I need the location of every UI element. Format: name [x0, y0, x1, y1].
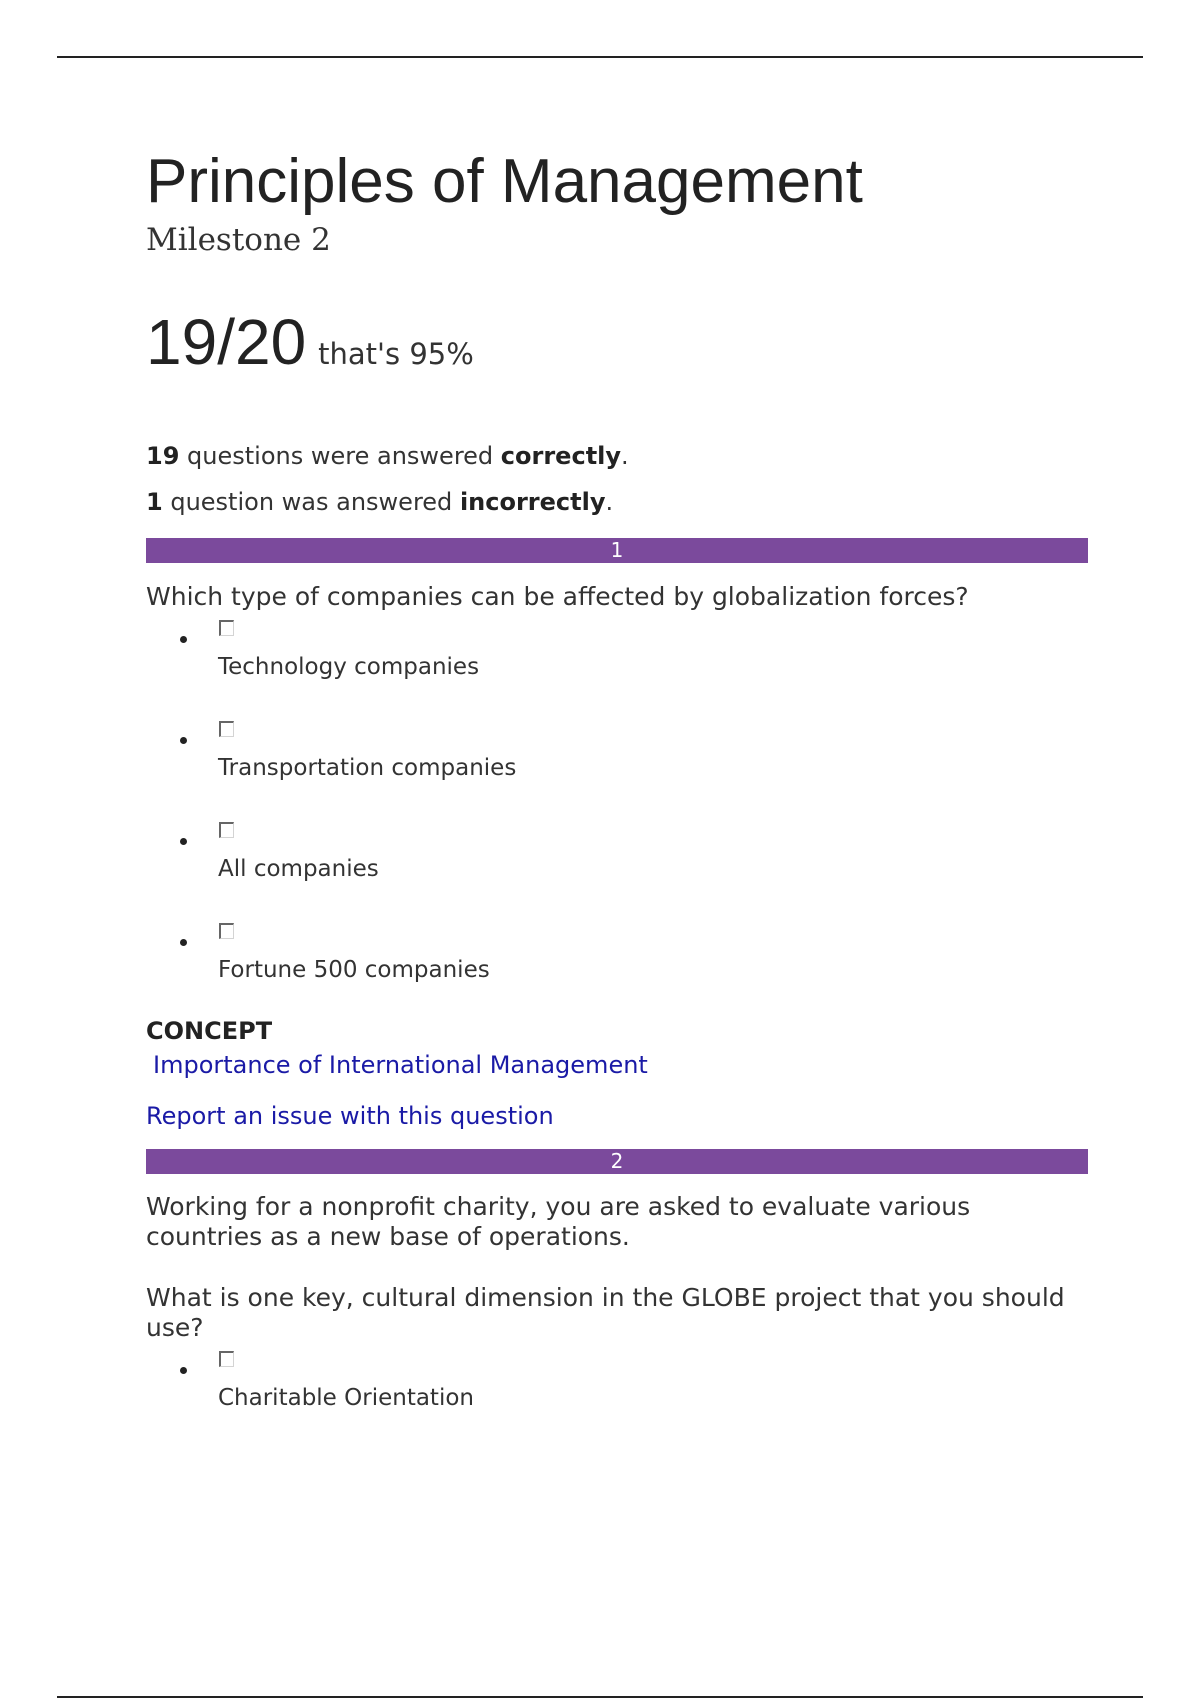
- concept-heading: CONCEPT: [146, 1017, 273, 1045]
- answer-option: [146, 822, 1046, 902]
- checkbox[interactable]: [219, 620, 234, 636]
- checkbox[interactable]: [219, 721, 234, 737]
- option-label: All companies: [218, 856, 379, 882]
- correct-count: 19: [146, 442, 180, 470]
- score-value: 19/20: [146, 306, 307, 378]
- incorrect-word: incorrectly: [459, 488, 606, 516]
- bullet-icon: [180, 939, 187, 946]
- concept-link[interactable]: Importance of International Management: [153, 1051, 648, 1079]
- option-label: Charitable Orientation: [218, 1385, 474, 1411]
- incorrect-summary: [146, 487, 613, 517]
- checkbox[interactable]: [219, 923, 234, 939]
- incorrect-period: .: [605, 488, 614, 516]
- question-text: Working for a nonprofit charity, you are asked to evaluate various countries as a new base of operations.: [146, 1192, 971, 1251]
- question-text: What is one key, cultural dimension in the GLOBE project that you should use?: [146, 1283, 1065, 1342]
- page-subtitle: Milestone 2: [146, 222, 331, 258]
- option-label: Fortune 500 companies: [218, 957, 490, 983]
- top-divider: [57, 56, 1143, 58]
- option-label: Transportation companies: [218, 755, 517, 781]
- correct-summary: [146, 441, 629, 471]
- correct-word: correctly: [500, 442, 622, 470]
- incorrect-text: question was answered: [170, 488, 453, 516]
- score-line: [146, 306, 474, 378]
- answer-option: [146, 923, 1046, 1003]
- bullet-icon: [180, 737, 187, 744]
- page-title: Principles of Management: [146, 147, 863, 216]
- checkbox[interactable]: [219, 1351, 234, 1367]
- bullet-icon: [180, 636, 187, 643]
- correct-text: questions were answered: [187, 442, 494, 470]
- bullet-icon: [180, 838, 187, 845]
- checkbox[interactable]: [219, 822, 234, 838]
- correct-period: .: [621, 442, 629, 470]
- answer-option: [146, 721, 1046, 801]
- bottom-divider: [57, 1696, 1143, 1698]
- option-label: Technology companies: [218, 654, 480, 680]
- score-percent: that's 95%: [318, 337, 474, 371]
- incorrect-count: 1: [146, 488, 163, 516]
- question-number-bar: 1: [146, 538, 1088, 563]
- bullet-icon: [180, 1367, 187, 1374]
- question-number-bar: 2: [146, 1149, 1088, 1174]
- answer-option: [146, 620, 1046, 700]
- question-text: Which type of companies can be affected by globalization forces?: [146, 582, 969, 611]
- answer-option: [146, 1351, 1046, 1431]
- report-issue-link[interactable]: Report an issue with this question: [146, 1102, 554, 1130]
